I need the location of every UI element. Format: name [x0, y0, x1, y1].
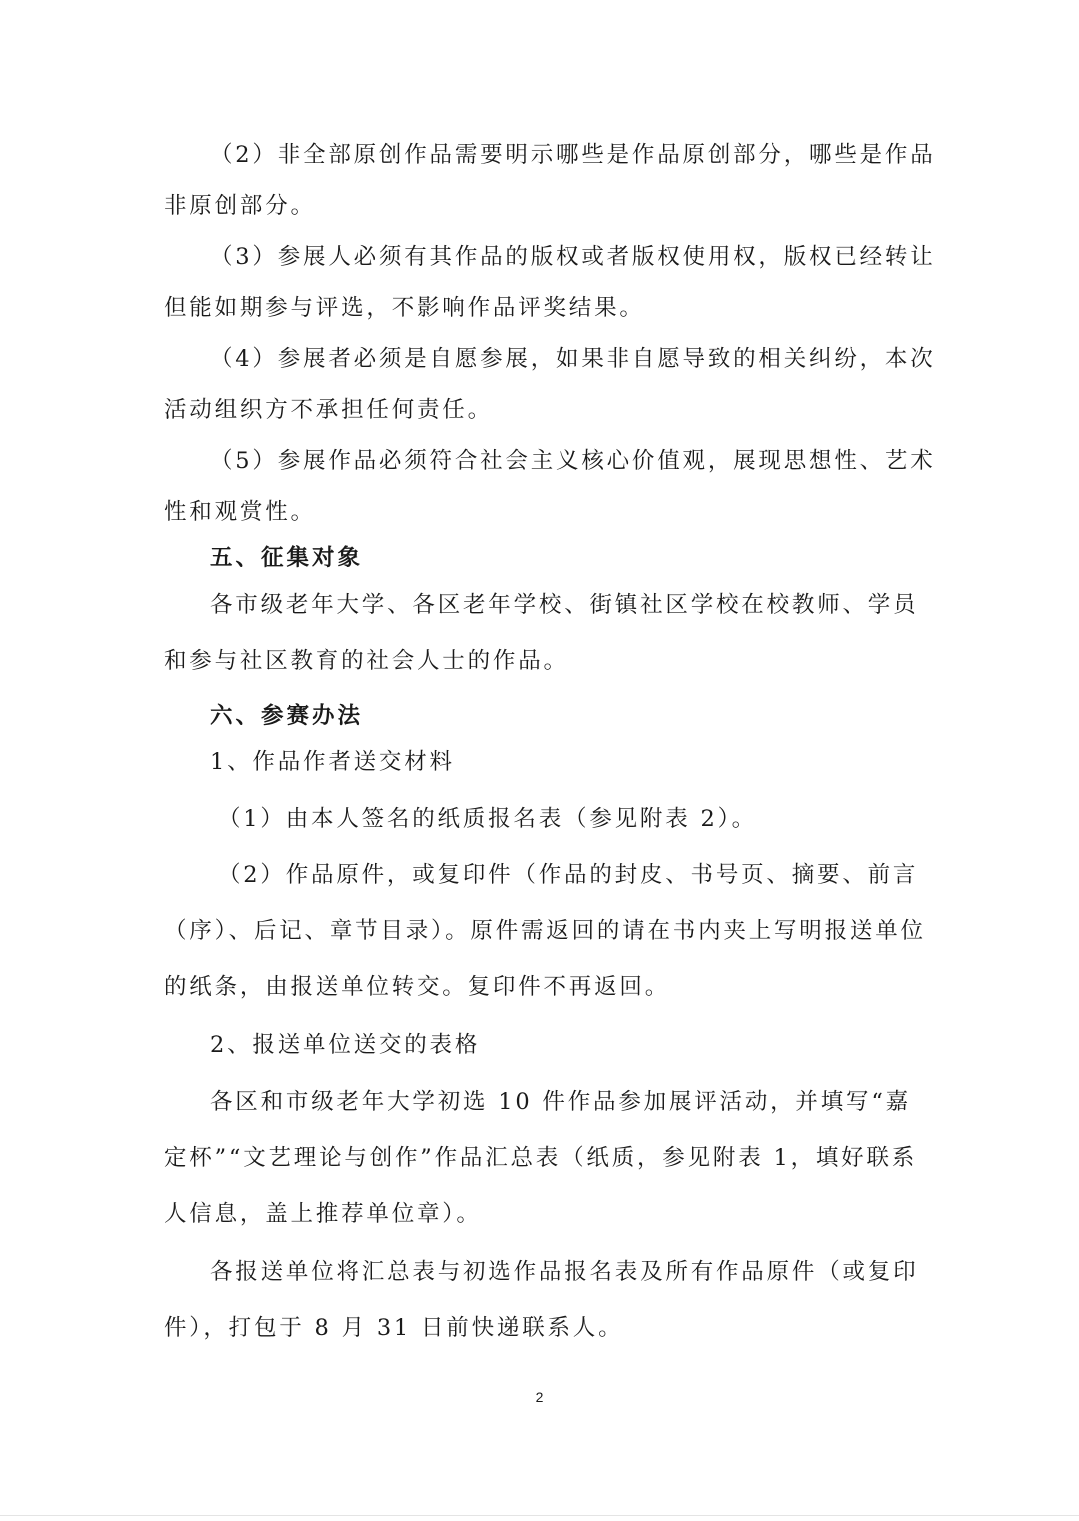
paragraph-line-item-3-cont: 但能如期参与评选，不影响作品评奖结果。 — [164, 295, 645, 321]
paragraph-line-item-5-cont: 性和观赏性。 — [164, 499, 316, 525]
paragraph-line-targets: 各市级老年大学、各区老年学校、街镇社区学校在校教师、学员 — [210, 592, 919, 618]
paragraph-line-item-2-cont: 非原创部分。 — [164, 193, 316, 219]
paragraph-line-submission: 各报送单位将汇总表与初选作品报名表及所有作品原件（或复印 — [210, 1259, 919, 1285]
paragraph-line-forms: 各区和市级老年大学初选 10 件作品参加展评活动，并填写“嘉 — [210, 1089, 911, 1115]
subheading-1: 1、作品作者送交材料 — [210, 749, 455, 775]
page-bottom-divider — [0, 1515, 1079, 1516]
paragraph-line-item-2: （2）非全部原创作品需要明示哪些是作品原创部分，哪些是作品 — [210, 142, 936, 168]
paragraph-line-targets-cont: 和参与社区教育的社会人士的作品。 — [164, 648, 569, 674]
paragraph-line-item-4-cont: 活动组织方不承担任何责任。 — [164, 397, 493, 423]
paragraph-line-material-1: （1）由本人签名的纸质报名表（参见附表 2）。 — [218, 806, 757, 832]
subheading-2: 2、报送单位送交的表格 — [210, 1032, 481, 1058]
section-heading-5: 五、征集对象 — [210, 545, 364, 571]
paragraph-line-item-5: （5）参展作品必须符合社会主义核心价值观，展现思想性、艺术 — [210, 448, 936, 474]
paragraph-line-material-2-cont2: 的纸条，由报送单位转交。复印件不再返回。 — [164, 974, 671, 1000]
page-number: 2 — [535, 1389, 544, 1405]
paragraph-line-material-2: （2）作品原件，或复印件（作品的封皮、书号页、摘要、前言 — [218, 862, 919, 888]
paragraph-line-forms-cont: 定杯”“文艺理论与创作”作品汇总表（纸质，参见附表 1，填好联系 — [164, 1145, 918, 1171]
paragraph-line-submission-cont: 件），打包于 8 月 31 日前快递联系人。 — [164, 1315, 624, 1341]
paragraph-line-item-4: （4）参展者必须是自愿参展，如果非自愿导致的相关纠纷，本次 — [210, 346, 936, 372]
section-heading-6: 六、参赛办法 — [210, 703, 364, 729]
paragraph-line-material-2-cont: （序）、后记、章节目录）。原件需返回的请在书内夹上写明报送单位 — [164, 918, 926, 944]
paragraph-line-forms-cont2: 人信息，盖上推荐单位章）。 — [164, 1201, 482, 1227]
paragraph-line-item-3: （3）参展人必须有其作品的版权或者版权使用权，版权已经转让 — [210, 244, 936, 270]
